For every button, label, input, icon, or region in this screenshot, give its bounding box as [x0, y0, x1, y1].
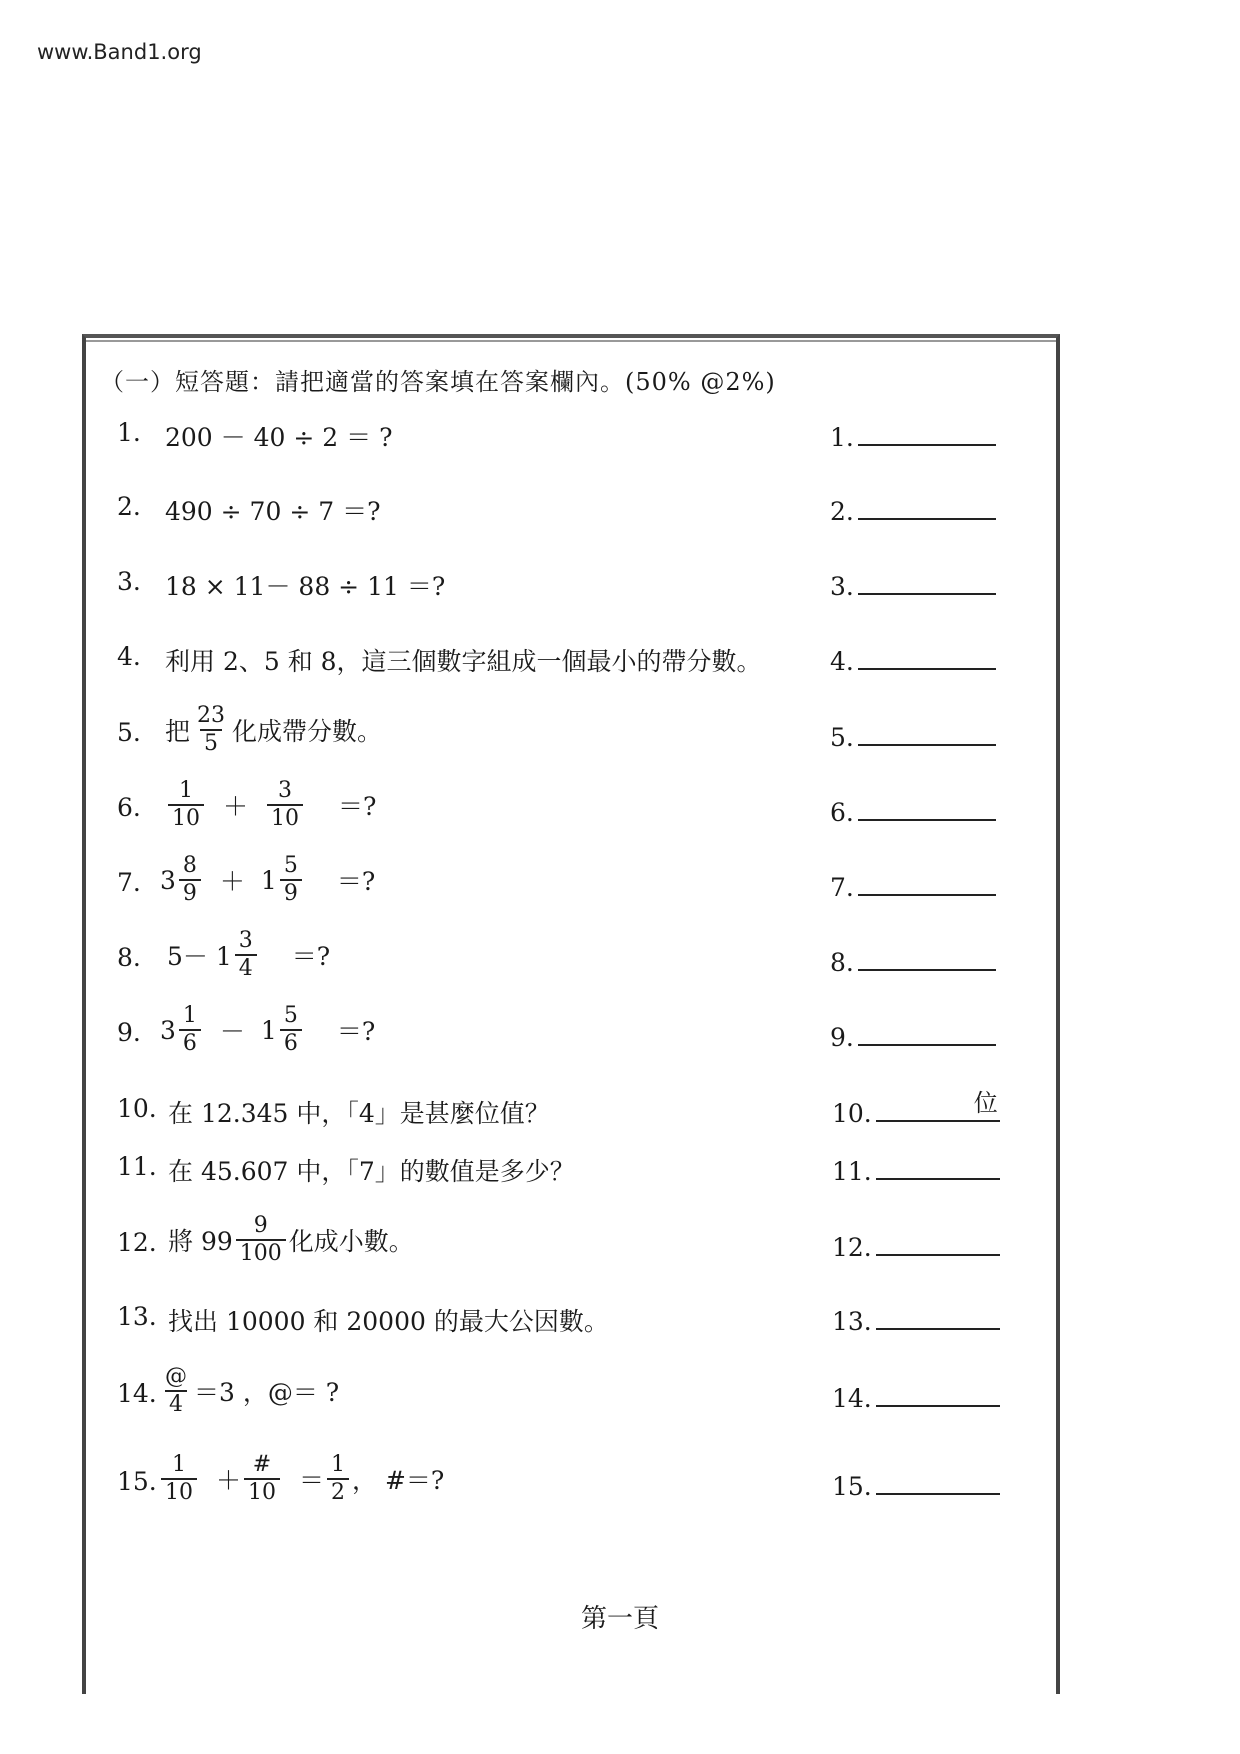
question-text: 200 － 40 ÷ 2 ＝ ?: [165, 423, 393, 452]
answer-line[interactable]: [876, 1089, 1000, 1122]
answer-line[interactable]: [858, 418, 996, 446]
fraction: $\frac{1}{10}$: [161, 1452, 197, 1507]
question-9: [0, 1003, 1240, 1063]
answer-slot-11[interactable]: 11.: [832, 1152, 1000, 1186]
question-number: 14.: [117, 1379, 157, 1408]
answer-line[interactable]: [876, 1152, 1000, 1180]
page-number: 第一頁: [580, 1604, 659, 1634]
answer-slot-13[interactable]: 13.: [832, 1302, 1000, 1336]
question-number: 3.: [117, 567, 141, 596]
fraction: $\frac{@}{4}$: [165, 1364, 187, 1418]
question-number: 12.: [117, 1228, 157, 1257]
question-text: 把 $\frac{23}{5}$ 化成帶分數。: [165, 703, 383, 757]
answer-line[interactable]: [858, 793, 996, 821]
question-1: [0, 418, 1240, 478]
question-text: 5－ 1 $\frac{3}{4}$ ＝?: [167, 928, 331, 982]
question-text: 3 $\frac{8}{9}$ ＋ 1 $\frac{5}{9}$ ＝?: [160, 853, 376, 907]
question-11: [0, 1152, 1240, 1212]
question-14: [0, 1364, 1240, 1424]
fraction: $\frac{5}{6}$: [280, 1003, 302, 1058]
fraction: $\frac{1}{10}$: [168, 778, 204, 833]
question-text: 將 99 $\frac{9}{100}$ 化成小數。: [168, 1213, 414, 1267]
fraction: $\frac{23}{5}$: [197, 703, 226, 757]
fraction: $\frac{1}{6}$: [179, 1003, 201, 1058]
answer-slot-5[interactable]: 5.: [830, 718, 996, 752]
question-number: 4.: [117, 642, 141, 671]
question-4: [0, 642, 1240, 702]
answer-slot-6[interactable]: 6.: [830, 793, 996, 827]
fraction: $\frac{3}{10}$: [267, 778, 303, 833]
answer-slot-14[interactable]: 14.: [832, 1379, 1000, 1413]
answer-slot-10[interactable]: 10. 位: [832, 1094, 1000, 1128]
fraction: $\frac{\#}{10}$: [244, 1452, 280, 1507]
question-text: $\frac{1}{10}$ ＋ $\frac{3}{10}$ ＝?: [165, 778, 376, 833]
answer-slot-12[interactable]: 12.: [832, 1228, 1000, 1262]
question-number: 9.: [117, 1018, 141, 1047]
question-text: 利用 2、5 和 8，這三個數字組成一個最小的帶分數。: [165, 647, 762, 676]
answer-line[interactable]: [876, 1228, 1000, 1256]
answer-slot-3[interactable]: 3.: [830, 567, 996, 601]
answer-slot-7[interactable]: 7.: [830, 868, 996, 902]
question-text: $\frac{@}{4}$ ＝3 ，@＝ ?: [158, 1364, 339, 1419]
question-number: 8.: [117, 943, 141, 972]
question-15: [0, 1452, 1240, 1512]
answer-slot-4[interactable]: 4.: [830, 642, 996, 676]
question-number: 11.: [117, 1152, 157, 1181]
answer-line[interactable]: [858, 943, 996, 971]
question-text: 找出 10000 和 20000 的最大公因數。: [168, 1307, 609, 1336]
question-number: 15.: [117, 1467, 157, 1496]
answer-line[interactable]: [858, 718, 996, 746]
question-number: 1.: [117, 418, 141, 447]
answer-slot-8[interactable]: 8.: [830, 943, 996, 977]
question-number: 10.: [117, 1094, 157, 1123]
section-heading: （一）短答題：請把適當的答案填在答案欄內。(50% @2%): [100, 368, 776, 396]
question-8: [0, 928, 1240, 988]
question-7: [0, 853, 1240, 913]
site-watermark: www.Band1.org: [37, 40, 202, 64]
question-text: 3 $\frac{1}{6}$ － 1 $\frac{5}{6}$ ＝?: [160, 1003, 376, 1057]
question-text: 18 × 11－ 88 ÷ 11 ＝?: [165, 572, 446, 601]
question-2: [0, 492, 1240, 552]
answer-slot-15[interactable]: 15.: [832, 1467, 1000, 1501]
fraction: $\frac{5}{9}$: [280, 853, 302, 908]
question-text: 在 12.345 中，「4」是甚麼位值？: [168, 1099, 550, 1128]
answer-line[interactable]: [858, 868, 996, 896]
answer-line[interactable]: [858, 1018, 996, 1046]
unit-label: 位: [973, 1089, 998, 1117]
question-number: 6.: [117, 793, 141, 822]
answer-line[interactable]: [876, 1302, 1000, 1330]
question-number: 13.: [117, 1302, 157, 1331]
question-number: 7.: [117, 868, 141, 897]
question-3: [0, 567, 1240, 627]
answer-slot-2[interactable]: 2.: [830, 492, 996, 526]
question-12: [0, 1213, 1240, 1273]
question-5: [0, 703, 1240, 763]
fraction: $\frac{9}{100}$: [236, 1213, 286, 1268]
answer-slot-9[interactable]: 9.: [830, 1018, 996, 1052]
question-6: [0, 778, 1240, 838]
question-text: $\frac{1}{10}$ ＋ $\frac{\#}{10}$ ＝ $\frac{1}{2}$ ， #＝?: [158, 1452, 444, 1507]
fraction: $\frac{3}{4}$: [235, 928, 257, 983]
question-number: 2.: [117, 492, 141, 521]
question-text: 490 ÷ 70 ÷ 7 ＝?: [165, 497, 381, 526]
answer-line[interactable]: [858, 492, 996, 520]
fraction: $\frac{1}{2}$: [327, 1452, 349, 1507]
answer-line[interactable]: [858, 642, 996, 670]
fraction: $\frac{8}{9}$: [179, 853, 201, 908]
answer-slot-1[interactable]: 1.: [830, 418, 996, 452]
question-10: [0, 1089, 1240, 1154]
answer-line[interactable]: [876, 1379, 1000, 1407]
answer-line[interactable]: [858, 567, 996, 595]
question-13: [0, 1302, 1240, 1362]
question-number: 5.: [117, 718, 141, 747]
answer-line[interactable]: [876, 1467, 1000, 1495]
question-text: 在 45.607 中，「7」的數值是多少？: [168, 1157, 575, 1186]
